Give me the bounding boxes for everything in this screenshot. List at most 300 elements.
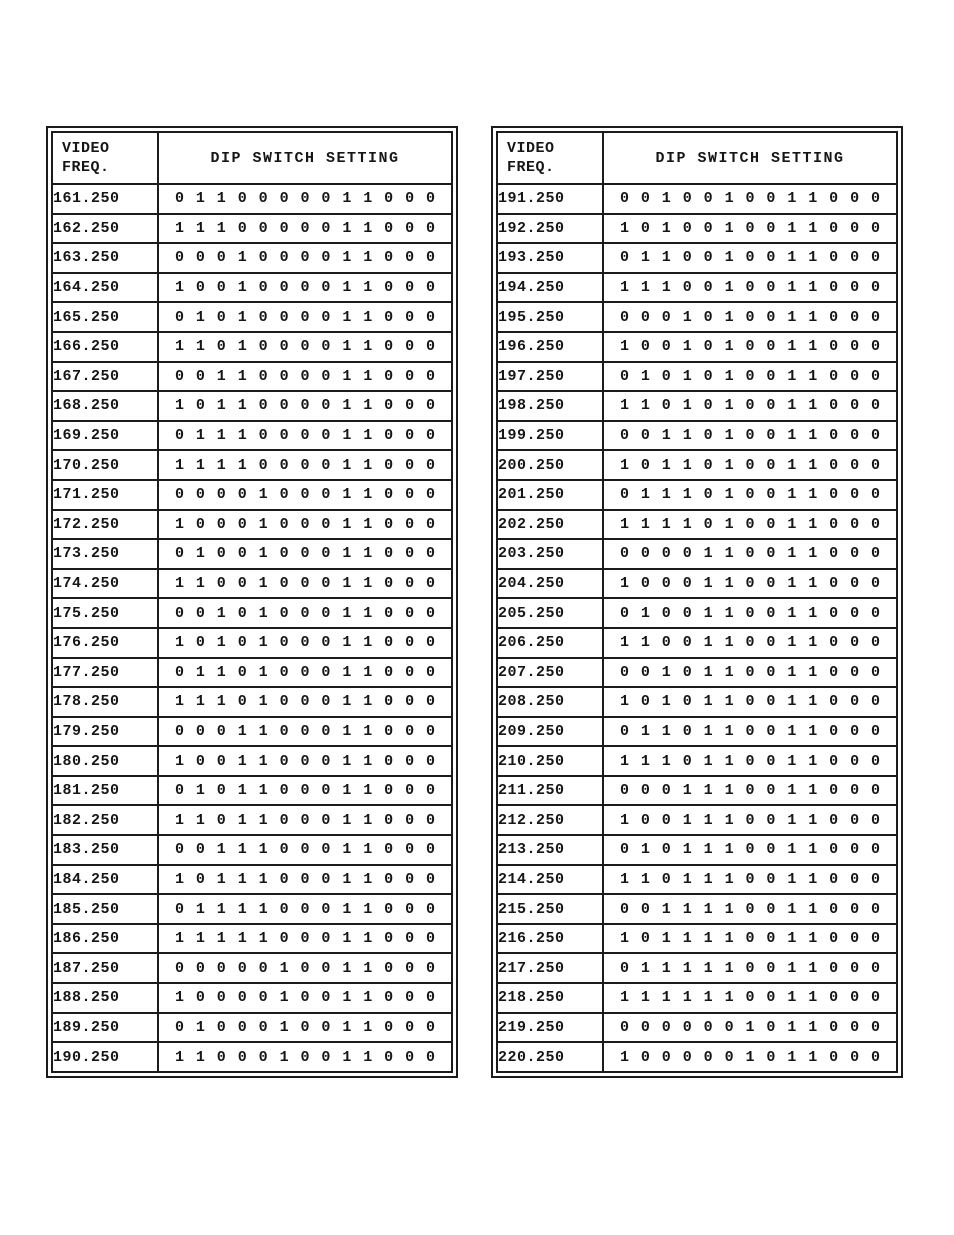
- dip-bit: 1: [724, 900, 734, 918]
- dip-bit: 0: [321, 219, 331, 237]
- dip-bit: 0: [195, 367, 205, 385]
- dip-bit: 0: [300, 989, 310, 1007]
- dip-bits-cell: [603, 273, 897, 303]
- dip-bit: 0: [745, 604, 755, 622]
- dip-bit: 0: [703, 249, 713, 267]
- dip-bits-cell: [158, 953, 452, 983]
- video-freq-cell: 165.250: [52, 302, 158, 332]
- dip-bit: 1: [808, 190, 818, 208]
- dip-bit: 0: [766, 604, 776, 622]
- video-freq-cell: 199.250: [497, 421, 603, 451]
- dip-bits-row: [159, 279, 451, 296]
- dip-bit: 0: [682, 545, 692, 563]
- dip-bit: 1: [703, 634, 713, 652]
- dip-bit: 0: [321, 427, 331, 445]
- table-body: [52, 184, 452, 1072]
- dip-bits-cell: [603, 214, 897, 244]
- dip-bit: 0: [766, 959, 776, 977]
- dip-bit: 0: [640, 456, 650, 474]
- dip-bit: 0: [279, 930, 289, 948]
- dip-bits-cell: [158, 273, 452, 303]
- dip-bit: 1: [808, 930, 818, 948]
- dip-bit: 0: [405, 279, 415, 297]
- dip-bit: 1: [682, 841, 692, 859]
- dip-bit: 0: [300, 1048, 310, 1066]
- dip-bit: 0: [619, 249, 629, 267]
- dip-bit: 0: [426, 930, 436, 948]
- dip-bit: 0: [258, 989, 268, 1007]
- dip-bit: 1: [195, 693, 205, 711]
- dip-bit: 0: [279, 722, 289, 740]
- dip-bits-row: [159, 1019, 451, 1036]
- dip-bit: 0: [258, 249, 268, 267]
- dip-bit: 0: [619, 900, 629, 918]
- dip-bit: 0: [682, 752, 692, 770]
- dip-bits-row: [159, 812, 451, 829]
- dip-bit: 0: [279, 397, 289, 415]
- dip-bit: 0: [384, 486, 394, 504]
- dip-bit: 1: [216, 219, 226, 237]
- dip-bit: 1: [363, 308, 373, 326]
- video-freq-cell: 196.250: [497, 332, 603, 362]
- table-row: [52, 1013, 452, 1043]
- dip-bit: 0: [871, 841, 881, 859]
- video-freq-cell: 215.250: [497, 894, 603, 924]
- video-freq-header: [497, 132, 603, 184]
- dip-bit: 0: [384, 219, 394, 237]
- dip-bit: 0: [682, 249, 692, 267]
- dip-bit: 1: [342, 604, 352, 622]
- dip-bit: 0: [745, 397, 755, 415]
- dip-bits-cell: [158, 924, 452, 954]
- dip-bit: 0: [384, 989, 394, 1007]
- dip-bit: 0: [426, 604, 436, 622]
- dip-bit: 0: [640, 693, 650, 711]
- dip-bit: 0: [174, 367, 184, 385]
- dip-bit: 1: [216, 693, 226, 711]
- dip-bit: 1: [724, 989, 734, 1007]
- dip-bit: 0: [279, 545, 289, 563]
- dip-bit: 1: [363, 811, 373, 829]
- dip-bit: 1: [724, 722, 734, 740]
- dip-bit: 1: [216, 841, 226, 859]
- dip-bit: 1: [724, 841, 734, 859]
- dip-bit: 0: [426, 486, 436, 504]
- video-freq-cell: 168.250: [52, 391, 158, 421]
- dip-bit: 0: [745, 693, 755, 711]
- dip-bit: 0: [279, 249, 289, 267]
- video-freq-cell: 204.250: [497, 569, 603, 599]
- dip-bit: 0: [829, 811, 839, 829]
- dip-bit: 1: [619, 575, 629, 593]
- dip-bit: 1: [661, 693, 671, 711]
- dip-bit: 0: [766, 782, 776, 800]
- dip-bit: 0: [871, 693, 881, 711]
- dip-bit: 0: [321, 870, 331, 888]
- dip-bit: 0: [850, 722, 860, 740]
- dip-bit: 1: [258, 841, 268, 859]
- dip-bit: 0: [703, 1048, 713, 1066]
- dip-bit: 0: [384, 841, 394, 859]
- dip-bit: 0: [661, 1018, 671, 1036]
- dip-bits-row: [159, 753, 451, 770]
- dip-bit: 1: [174, 219, 184, 237]
- dip-bit: 1: [174, 930, 184, 948]
- dip-bit: 1: [619, 397, 629, 415]
- dip-bit: 0: [279, 811, 289, 829]
- video-freq-header: [52, 132, 158, 184]
- dip-bit: 0: [321, 308, 331, 326]
- dip-bit: 1: [724, 634, 734, 652]
- dip-bit: 0: [321, 456, 331, 474]
- dip-bit: 0: [829, 545, 839, 563]
- dip-bit: 0: [321, 249, 331, 267]
- dip-bit: 0: [384, 338, 394, 356]
- dip-bit: 1: [237, 279, 247, 297]
- dip-bit: 0: [850, 870, 860, 888]
- dip-bit: 0: [850, 427, 860, 445]
- dip-bit: 1: [724, 870, 734, 888]
- dip-bit: 0: [174, 604, 184, 622]
- dip-bit: 1: [258, 722, 268, 740]
- dip-bit: 1: [661, 515, 671, 533]
- dip-bits-cell: [603, 598, 897, 628]
- dip-bit: 0: [682, 575, 692, 593]
- dip-bit: 1: [258, 663, 268, 681]
- dip-bit: 1: [787, 989, 797, 1007]
- dip-bit: 1: [619, 279, 629, 297]
- dip-bit: 1: [787, 604, 797, 622]
- dip-bit: 0: [258, 397, 268, 415]
- table-row: [497, 273, 897, 303]
- dip-bit: 0: [426, 782, 436, 800]
- dip-bit: 0: [405, 634, 415, 652]
- video-freq-cell: 164.250: [52, 273, 158, 303]
- dip-bit: 0: [174, 427, 184, 445]
- table-row: [497, 746, 897, 776]
- dip-bit: 1: [363, 989, 373, 1007]
- dip-bit: 1: [342, 811, 352, 829]
- dip-bit: 0: [321, 722, 331, 740]
- dip-bit: 0: [619, 190, 629, 208]
- dip-bit: 1: [787, 486, 797, 504]
- video-freq-cell: 186.250: [52, 924, 158, 954]
- dip-bit: 1: [724, 604, 734, 622]
- dip-bit: 1: [787, 900, 797, 918]
- dip-bit: 1: [808, 249, 818, 267]
- dip-bit: 0: [745, 722, 755, 740]
- dip-bit: 1: [640, 279, 650, 297]
- dip-bit: 0: [850, 1048, 860, 1066]
- dip-bit: 0: [640, 782, 650, 800]
- dip-bits-cell: [158, 302, 452, 332]
- dip-bit: 1: [342, 930, 352, 948]
- dip-bit: 0: [703, 338, 713, 356]
- dip-bit: 1: [216, 870, 226, 888]
- dip-bits-cell: [158, 746, 452, 776]
- dip-bit: 0: [216, 515, 226, 533]
- dip-bit: 0: [829, 486, 839, 504]
- dip-bits-row: [159, 960, 451, 977]
- dip-bit: 0: [237, 959, 247, 977]
- dip-bit: 0: [405, 190, 415, 208]
- dip-bit: 1: [724, 397, 734, 415]
- dip-bit: 0: [426, 663, 436, 681]
- table-row: [52, 983, 452, 1013]
- dip-bits-row: [604, 634, 896, 651]
- dip-bit: 0: [300, 545, 310, 563]
- dip-bit: 1: [363, 693, 373, 711]
- dip-bit: 1: [808, 427, 818, 445]
- dip-bit: 0: [405, 545, 415, 563]
- dip-bit: 1: [363, 900, 373, 918]
- dip-bits-cell: [158, 628, 452, 658]
- video-freq-cell: 203.250: [497, 539, 603, 569]
- table-row: [497, 717, 897, 747]
- dip-bit: 0: [237, 190, 247, 208]
- dip-bit: 1: [661, 249, 671, 267]
- dip-bit: 0: [405, 782, 415, 800]
- dip-bit: 1: [682, 338, 692, 356]
- table-row: [52, 835, 452, 865]
- dip-bit: 0: [405, 811, 415, 829]
- dip-bit: 0: [405, 456, 415, 474]
- dip-bit: 0: [321, 604, 331, 622]
- dip-bits-cell: [603, 658, 897, 688]
- dip-bits-row: [604, 516, 896, 533]
- dip-bit: 1: [279, 1048, 289, 1066]
- dip-bit: 0: [661, 634, 671, 652]
- dip-bit: 1: [661, 427, 671, 445]
- dip-bit: 0: [279, 634, 289, 652]
- dip-bits-cell: [158, 332, 452, 362]
- dip-bit: 0: [871, 722, 881, 740]
- dip-bit: 1: [619, 752, 629, 770]
- dip-bit: 0: [426, 575, 436, 593]
- dip-bits-cell: [603, 805, 897, 835]
- dip-bit: 0: [703, 190, 713, 208]
- dip-bit: 1: [703, 930, 713, 948]
- dip-bit: 0: [661, 397, 671, 415]
- dip-bit: 1: [216, 367, 226, 385]
- video-freq-cell: 184.250: [52, 865, 158, 895]
- dip-bit: 1: [808, 663, 818, 681]
- dip-bit: 0: [405, 900, 415, 918]
- table-row: [52, 717, 452, 747]
- dip-bits-row: [604, 664, 896, 681]
- dip-bit: 0: [829, 219, 839, 237]
- dip-bit: 0: [405, 604, 415, 622]
- dip-bit: 1: [808, 870, 818, 888]
- dip-bit: 0: [766, 900, 776, 918]
- video-freq-cell: 207.250: [497, 658, 603, 688]
- dip-bit: 1: [703, 959, 713, 977]
- video-freq-cell: 177.250: [52, 658, 158, 688]
- dip-bit: 0: [766, 249, 776, 267]
- dip-bit: 0: [216, 249, 226, 267]
- table-row: [52, 598, 452, 628]
- dip-bit: 1: [174, 1048, 184, 1066]
- table-row: [497, 302, 897, 332]
- dip-bit: 0: [640, 427, 650, 445]
- dip-bit: 0: [321, 486, 331, 504]
- dip-bit: 0: [216, 279, 226, 297]
- dip-bits-cell: [158, 717, 452, 747]
- dip-bit: 1: [363, 1018, 373, 1036]
- video-freq-cell: 190.250: [52, 1042, 158, 1072]
- dip-bit: 0: [237, 486, 247, 504]
- dip-bit: 0: [850, 989, 860, 1007]
- video-freq-cell: 216.250: [497, 924, 603, 954]
- video-freq-cell: 182.250: [52, 805, 158, 835]
- table-row: [497, 391, 897, 421]
- video-freq-cell: 175.250: [52, 598, 158, 628]
- dip-bit: 0: [766, 811, 776, 829]
- table-row: [497, 776, 897, 806]
- video-freq-header-line1: VIDEO: [62, 139, 110, 157]
- dip-bit: 0: [321, 782, 331, 800]
- dip-bit: 1: [661, 190, 671, 208]
- dip-bit: 1: [808, 397, 818, 415]
- dip-bit: 0: [426, 841, 436, 859]
- dip-bits-cell: [603, 746, 897, 776]
- dip-bit: 1: [787, 722, 797, 740]
- dip-bit: 0: [195, 249, 205, 267]
- dip-bit: 0: [850, 663, 860, 681]
- dip-bit: 1: [682, 930, 692, 948]
- dip-bit: 0: [619, 427, 629, 445]
- dip-bit: 0: [745, 456, 755, 474]
- dip-bit: 0: [829, 870, 839, 888]
- dip-bit: 1: [724, 308, 734, 326]
- dip-bits-cell: [603, 391, 897, 421]
- dip-bit: 1: [342, 663, 352, 681]
- dip-bit: 0: [724, 1018, 734, 1036]
- dip-bit: 0: [426, 456, 436, 474]
- table-header-row: [52, 132, 452, 184]
- dip-bit: 1: [216, 427, 226, 445]
- dip-bit: 0: [300, 782, 310, 800]
- dip-bit: 1: [195, 900, 205, 918]
- dip-bits-cell: [158, 983, 452, 1013]
- dip-bit: 1: [342, 219, 352, 237]
- dip-bit: 1: [195, 575, 205, 593]
- video-freq-cell: 205.250: [497, 598, 603, 628]
- dip-bit: 0: [850, 841, 860, 859]
- dip-bit: 0: [871, 634, 881, 652]
- dip-bit: 0: [174, 486, 184, 504]
- dip-bit: 1: [640, 367, 650, 385]
- video-freq-cell: 202.250: [497, 510, 603, 540]
- dip-bit: 1: [174, 870, 184, 888]
- dip-bit: 1: [682, 427, 692, 445]
- table-row: [52, 362, 452, 392]
- dip-bit: 1: [787, 367, 797, 385]
- dip-bit: 0: [279, 841, 289, 859]
- dip-bit: 0: [321, 1018, 331, 1036]
- dip-bits-cell: [158, 658, 452, 688]
- dip-bit: 1: [808, 515, 818, 533]
- dip-bit: 1: [237, 456, 247, 474]
- dip-bit: 1: [724, 515, 734, 533]
- dip-bit: 0: [300, 959, 310, 977]
- table-body: [497, 184, 897, 1072]
- dip-bit: 0: [426, 190, 436, 208]
- dip-bits-row: [159, 782, 451, 799]
- dip-bit: 0: [321, 989, 331, 1007]
- dip-bit: 1: [363, 219, 373, 237]
- dip-bit: 0: [426, 427, 436, 445]
- dip-bits-cell: [603, 953, 897, 983]
- dip-bit: 0: [871, 427, 881, 445]
- dip-bit: 0: [426, 959, 436, 977]
- dip-bit: 0: [195, 841, 205, 859]
- table-row: [52, 273, 452, 303]
- dip-bit: 0: [258, 338, 268, 356]
- dip-bit: 1: [216, 397, 226, 415]
- dip-bit: 0: [300, 190, 310, 208]
- dip-bit: 0: [829, 634, 839, 652]
- dip-bit: 1: [724, 811, 734, 829]
- dip-bits-cell: [603, 302, 897, 332]
- dip-bit: 0: [300, 279, 310, 297]
- dip-bit: 1: [237, 427, 247, 445]
- dip-bit: 1: [342, 722, 352, 740]
- video-freq-cell: 220.250: [497, 1042, 603, 1072]
- dip-bits-cell: [603, 1042, 897, 1072]
- dip-bit: 1: [661, 219, 671, 237]
- dip-bit: 1: [808, 575, 818, 593]
- dip-bit: 0: [766, 456, 776, 474]
- dip-bit: 1: [258, 782, 268, 800]
- dip-bits-row: [159, 693, 451, 710]
- dip-bit: 1: [342, 693, 352, 711]
- dip-bit: 1: [258, 930, 268, 948]
- dip-bit: 0: [384, 545, 394, 563]
- table-row: [52, 1042, 452, 1072]
- video-freq-cell: 211.250: [497, 776, 603, 806]
- dip-bit: 0: [829, 515, 839, 533]
- dip-bit: 0: [195, 397, 205, 415]
- dip-bit: 0: [174, 308, 184, 326]
- video-freq-cell: 194.250: [497, 273, 603, 303]
- dip-bits-cell: [158, 362, 452, 392]
- dip-bit: 0: [682, 634, 692, 652]
- dip-bit: 1: [661, 279, 671, 297]
- dip-bit: 1: [195, 811, 205, 829]
- table-row: [497, 184, 897, 214]
- dip-bit: 0: [871, 515, 881, 533]
- table-row: [52, 924, 452, 954]
- table-row: [52, 776, 452, 806]
- dip-bit: 0: [829, 989, 839, 1007]
- dip-bit: 1: [703, 811, 713, 829]
- dip-bit: 0: [640, 219, 650, 237]
- dip-bit: 0: [829, 782, 839, 800]
- dip-bits-cell: [603, 687, 897, 717]
- dip-bit: 1: [808, 456, 818, 474]
- table-row: [52, 510, 452, 540]
- dip-bit: 0: [384, 456, 394, 474]
- dip-bits-cell: [603, 421, 897, 451]
- dip-bit: 0: [871, 663, 881, 681]
- dip-bits-row: [159, 249, 451, 266]
- dip-bits-cell: [158, 1013, 452, 1043]
- dip-bit: 0: [871, 900, 881, 918]
- dip-bit: 0: [829, 1018, 839, 1036]
- video-freq-cell: 166.250: [52, 332, 158, 362]
- dip-bit: 0: [405, 930, 415, 948]
